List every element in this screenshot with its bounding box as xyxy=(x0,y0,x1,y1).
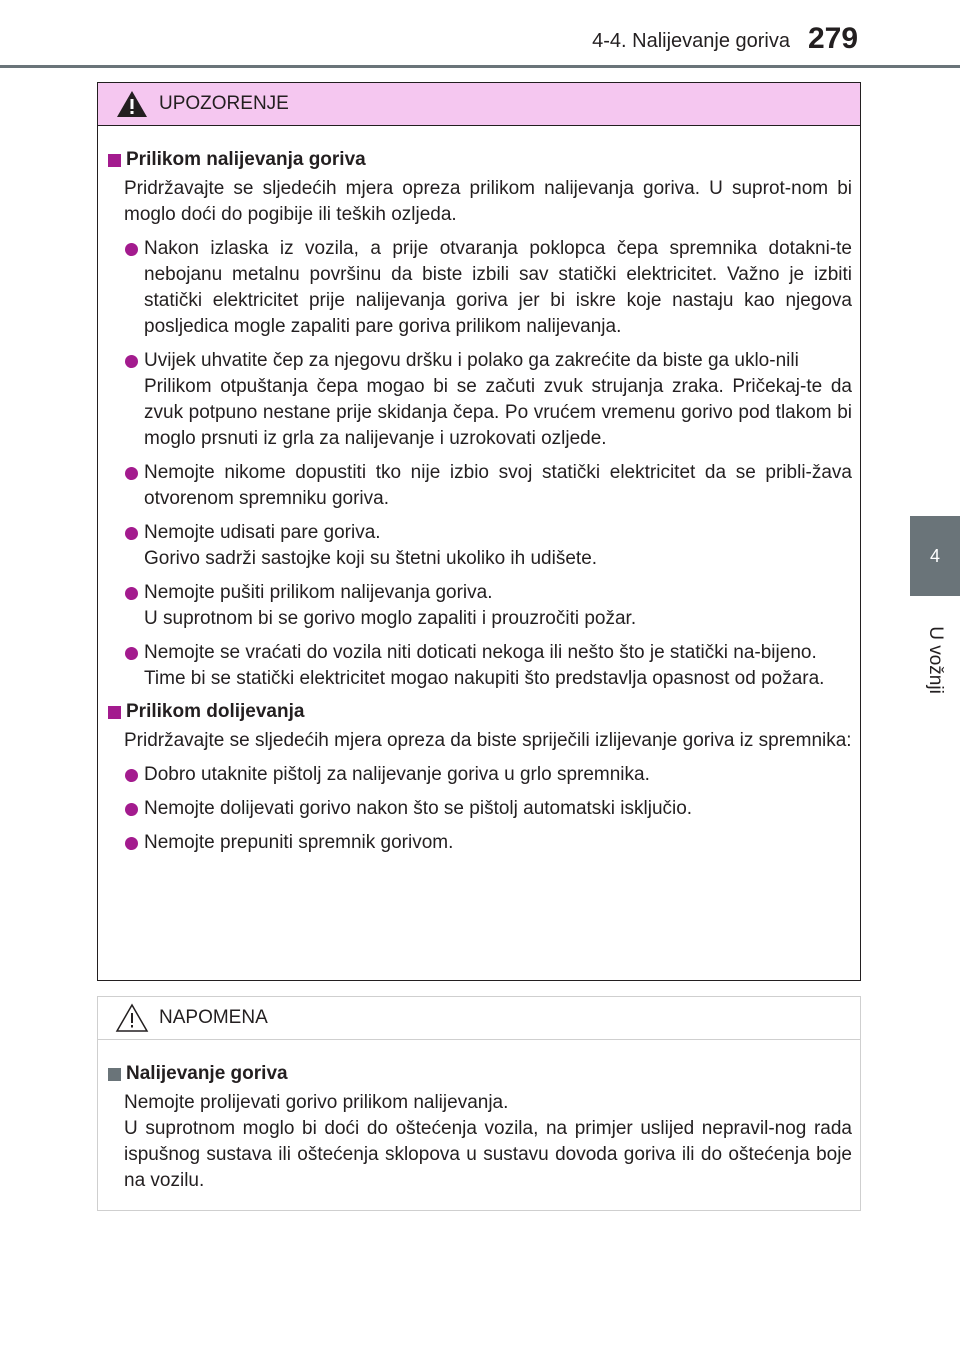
chapter-tab: 4 xyxy=(910,516,960,596)
round-bullet-icon xyxy=(125,243,138,256)
list-item xyxy=(124,762,852,788)
section-heading xyxy=(106,146,852,174)
header-section-title: 4-4. Nalijevanje goriva xyxy=(592,30,790,52)
list-item-text: Dobro utaknite pištolj za nalijevanje goriva u grlo spremnika. xyxy=(144,764,650,785)
list-item-text: Nemojte udisati pare goriva. xyxy=(144,522,381,543)
list-item-text: Nemojte prepuniti spremnik gorivom. xyxy=(144,832,454,853)
square-bullet-icon xyxy=(108,1068,121,1081)
round-bullet-icon xyxy=(125,587,138,600)
warning-header xyxy=(98,83,860,126)
list-item xyxy=(124,640,852,692)
list-item xyxy=(124,830,852,856)
note-body xyxy=(98,1040,860,1194)
round-bullet-icon xyxy=(125,803,138,816)
list-item xyxy=(124,796,852,822)
list-item xyxy=(124,348,852,452)
note-header xyxy=(98,997,860,1040)
round-bullet-icon xyxy=(125,467,138,480)
caution-outline-triangle-icon xyxy=(115,1003,149,1033)
warning-triangle-icon xyxy=(115,89,149,119)
list-item-detail: Time bi se statički elektricitet mogao nakupiti što predstavlja opasnost od požara. xyxy=(144,668,825,689)
round-bullet-icon xyxy=(125,527,138,540)
section-intro: Pridržavajte se sljedećih mjera opreza prilikom nalijevanja goriva. U suprot-nom bi moglo doći do pogibije ili teških ozljeda. xyxy=(124,178,852,225)
header-rule xyxy=(0,65,960,68)
page-number: 279 xyxy=(808,22,859,55)
square-bullet-icon xyxy=(108,154,121,167)
square-bullet-icon xyxy=(108,706,121,719)
round-bullet-icon xyxy=(125,355,138,368)
round-bullet-icon xyxy=(125,769,138,782)
section-heading-text: Prilikom nalijevanja goriva xyxy=(126,149,366,170)
warning-title: UPOZORENJE xyxy=(159,93,289,114)
note-text: Nemojte prolijevati gorivo prilikom nalijevanja. xyxy=(124,1092,509,1113)
list-item-text: Nemojte se vraćati do vozila niti doticati nekoga ili nešto što je statički na-bijeno. xyxy=(144,642,817,663)
list-item-detail: Prilikom otpuštanja čepa mogao bi se začuti zvuk strujanja zraka. Pričekaj-te da zvuk potpuno nestane prije skidanja čepa. Po vrućem vremenu gorivo pod tlakom bi moglo prsnuti iz grla za nalijevanje i uzrokovati ozljede. xyxy=(144,376,852,449)
list-item-text: Nakon izlaska iz vozila, a prije otvaranja poklopca čepa spremnika dotakni-te nebojanu metalnu površinu da biste izbili sav statički elektricitet. Važno je izbiti statički elektricitet prije nalijevanja goriva jer bi iskre koje nastaju kao njegova posljedica mogle zapaliti pare goriva prilikom nalijevanja. xyxy=(144,238,852,337)
list-item xyxy=(124,460,852,512)
section-intro: Pridržavajte se sljedećih mjera opreza da biste spriječili izlijevanje goriva iz spremnika: xyxy=(124,730,852,751)
list-item-text: Nemojte dolijevati gorivo nakon što se pištolj automatski isključio. xyxy=(144,798,693,819)
list-item-detail: U suprotnom bi se gorivo moglo zapaliti i prouzročiti požar. xyxy=(144,608,637,629)
section-heading xyxy=(106,1060,852,1088)
note-box xyxy=(97,996,861,1211)
chapter-label xyxy=(902,610,960,710)
list-item xyxy=(124,580,852,632)
list-item xyxy=(124,236,852,340)
round-bullet-icon xyxy=(125,647,138,660)
section-heading-text: Prilikom dolijevanja xyxy=(126,701,305,722)
list-item xyxy=(124,520,852,572)
note-title: NAPOMENA xyxy=(159,1007,268,1028)
round-bullet-icon xyxy=(125,837,138,850)
list-item-detail: Gorivo sadrži sastojke koji su štetni ukoliko ih udišete. xyxy=(144,548,598,569)
chapter-label-text: U vožnji xyxy=(925,626,946,694)
list-item-text: Nemojte nikome dopustiti tko nije izbio svoj statički elektricitet da se pribli-žava otvorenom spremniku goriva. xyxy=(144,462,852,509)
note-text: U suprotnom moglo bi doći do oštećenja vozila, na primjer uslijed nepravil-nog rada ispušnog sustava ili oštećenja sklopova u sustavu dovoda goriva ili do oštećenja boje na vozilu. xyxy=(124,1118,852,1191)
list-item-text: Nemojte pušiti prilikom nalijevanja goriva. xyxy=(144,582,493,603)
section-heading xyxy=(106,698,852,726)
list-item-text: Uvijek uhvatite čep za njegovu dršku i polako ga zakrećite da biste ga uklo-nili xyxy=(144,350,799,371)
section-heading-text: Nalijevanje goriva xyxy=(126,1063,288,1084)
warning-body xyxy=(98,126,860,856)
warning-box xyxy=(97,82,861,981)
